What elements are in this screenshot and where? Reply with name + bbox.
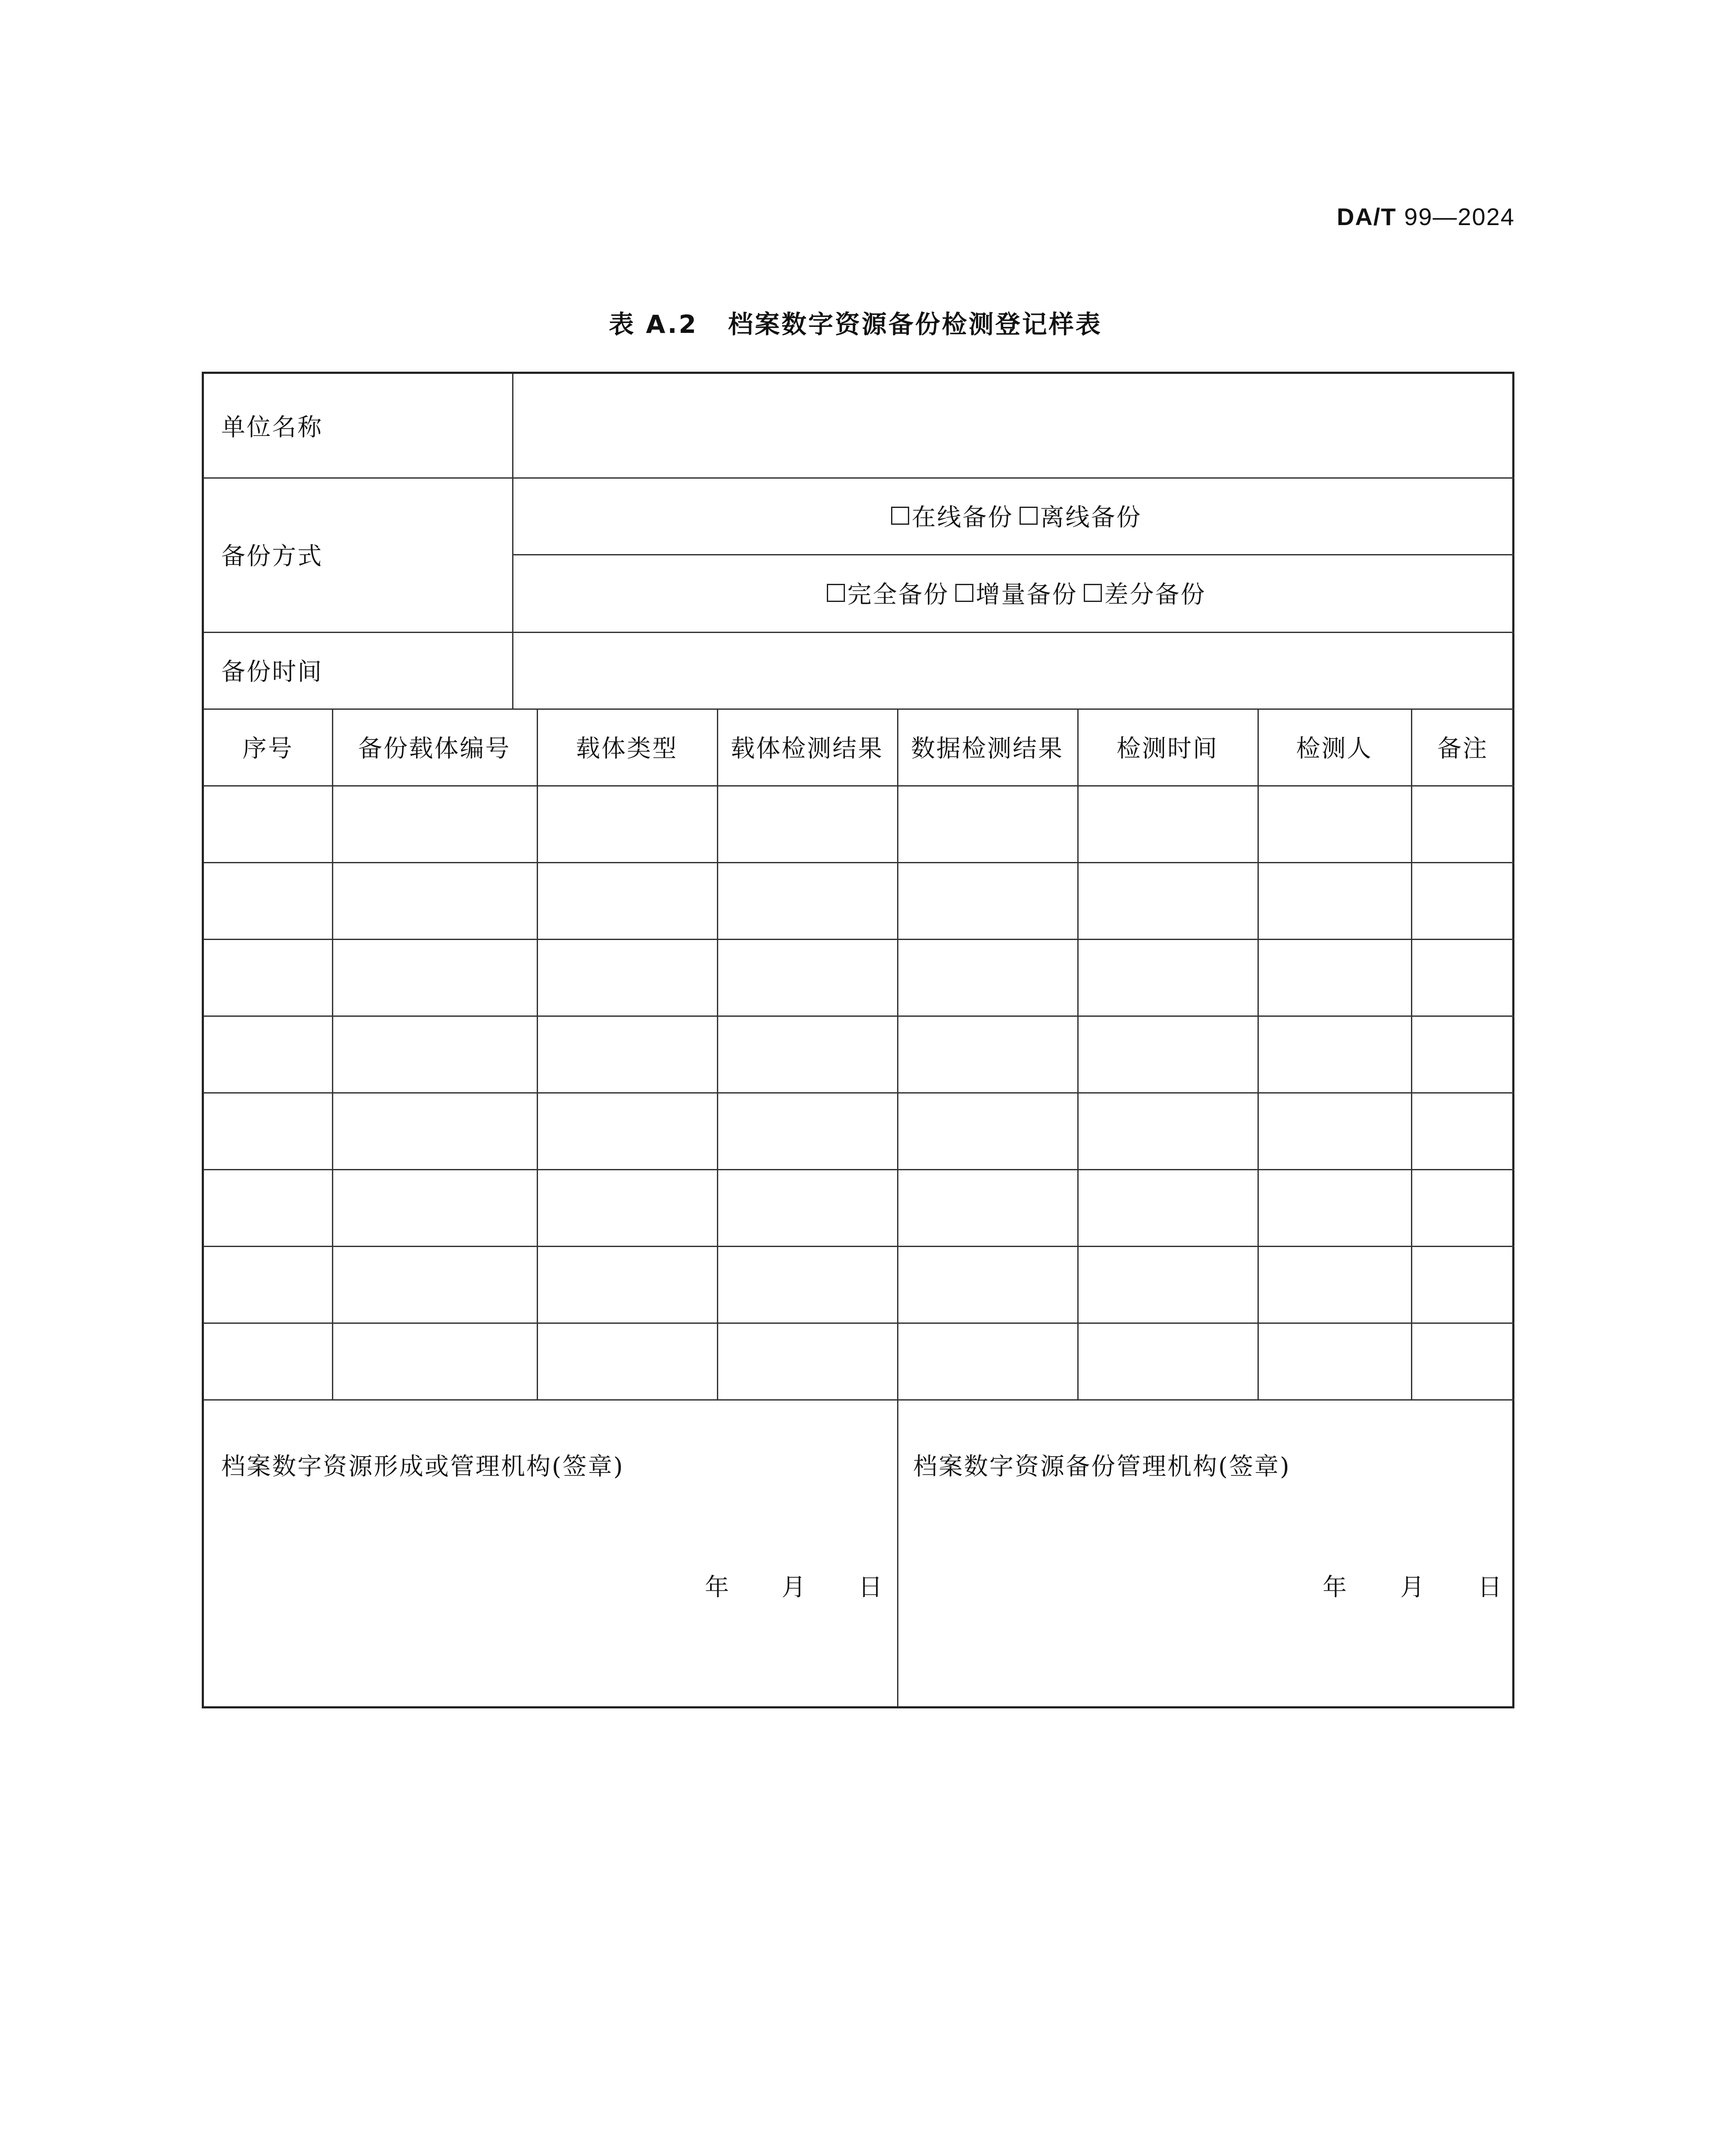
table-cell[interactable]: [717, 1169, 897, 1246]
table-cell[interactable]: [537, 1092, 717, 1169]
table-cell[interactable]: [1077, 939, 1257, 1015]
table-cell[interactable]: [1257, 1092, 1411, 1169]
left-date-day: 日: [858, 1573, 882, 1601]
col-header-carrier-type: 载体类型: [576, 735, 678, 763]
table-cell[interactable]: [897, 862, 1077, 939]
table-cell[interactable]: [1077, 862, 1257, 939]
document-code: [1337, 203, 1515, 231]
table-cell[interactable]: [717, 1015, 897, 1092]
rule: [717, 708, 718, 1399]
table-cell[interactable]: [717, 1246, 897, 1322]
table-cell[interactable]: [332, 862, 537, 939]
table-cell[interactable]: [204, 939, 332, 1015]
differential-backup-label: 差分备份: [1104, 581, 1206, 609]
table-cell[interactable]: [204, 1092, 332, 1169]
backup-method-row-1: [512, 477, 1514, 554]
table-cell[interactable]: [717, 1092, 897, 1169]
table-cell[interactable]: [1411, 1015, 1514, 1092]
table-cell[interactable]: [1257, 1169, 1411, 1246]
table-cell[interactable]: [1257, 1015, 1411, 1092]
table-cell[interactable]: [1411, 862, 1514, 939]
table-cell[interactable]: [1411, 785, 1514, 862]
caption-number: 表 A.2: [609, 310, 698, 339]
rule: [204, 632, 1514, 633]
rule: [204, 1169, 1514, 1170]
offline-backup-label: 离线备份: [1040, 504, 1142, 532]
table-cell[interactable]: [204, 862, 332, 939]
full-backup-label: 完全备份: [847, 581, 949, 609]
table-caption: [0, 304, 1711, 340]
online-backup-label: 在线备份: [911, 504, 1013, 532]
unit-name-label: 单位名称: [221, 414, 323, 442]
table-cell[interactable]: [204, 1015, 332, 1092]
rule: [204, 1015, 1514, 1017]
rule: [204, 785, 1514, 787]
table-cell[interactable]: [1077, 785, 1257, 862]
table-cell[interactable]: [1411, 1246, 1514, 1322]
rule: [204, 1246, 1514, 1247]
rule: [512, 374, 513, 708]
table-cell[interactable]: [537, 862, 717, 939]
table-cell[interactable]: [1077, 1322, 1257, 1399]
table-cell[interactable]: [332, 1092, 537, 1169]
table-cell[interactable]: [1077, 1246, 1257, 1322]
table-cell[interactable]: [537, 1169, 717, 1246]
col-header-data-result: 数据检测结果: [911, 735, 1064, 763]
rule: [204, 862, 1514, 863]
right-date-day: 日: [1478, 1573, 1502, 1601]
table-cell[interactable]: [1257, 939, 1411, 1015]
document-code-suffix: 99—2024: [1396, 203, 1515, 230]
rule: [204, 1399, 1514, 1401]
table-cell[interactable]: [537, 1015, 717, 1092]
rule: [332, 708, 333, 1399]
differential-backup-checkbox[interactable]: [1084, 584, 1102, 602]
table-cell[interactable]: [897, 1246, 1077, 1322]
incremental-backup-checkbox[interactable]: [955, 584, 973, 602]
online-backup-checkbox[interactable]: [891, 507, 909, 525]
right-signature-label: 档案数字资源备份管理机构(签章): [913, 1453, 1291, 1481]
rule: [204, 939, 1514, 940]
col-header-serial: 序号: [242, 735, 294, 763]
rule: [897, 708, 898, 1707]
col-header-check-time: 检测时间: [1117, 735, 1218, 763]
left-date-year: 年: [705, 1573, 729, 1601]
backup-method-label: 备份方式: [221, 542, 323, 570]
table-cell[interactable]: [537, 939, 717, 1015]
table-cell[interactable]: [204, 1169, 332, 1246]
rule: [204, 1322, 1514, 1324]
unit-name-field[interactable]: [512, 374, 1514, 477]
table-cell[interactable]: [1077, 1169, 1257, 1246]
caption-title: 档案数字资源备份检测登记样表: [728, 310, 1102, 339]
table-cell[interactable]: [332, 1322, 537, 1399]
table-cell[interactable]: [537, 1246, 717, 1322]
table-cell[interactable]: [897, 939, 1077, 1015]
table-cell[interactable]: [717, 785, 897, 862]
rule: [204, 477, 1514, 479]
table-cell[interactable]: [1077, 1015, 1257, 1092]
right-date-year: 年: [1323, 1573, 1347, 1601]
full-backup-checkbox[interactable]: [827, 584, 845, 602]
table-cell[interactable]: [537, 1322, 717, 1399]
table-cell[interactable]: [1411, 939, 1514, 1015]
table-cell[interactable]: [1257, 1322, 1411, 1399]
table-cell[interactable]: [332, 1246, 537, 1322]
col-header-inspector: 检测人: [1296, 735, 1373, 763]
table-cell[interactable]: [537, 785, 717, 862]
rule: [1411, 708, 1412, 1399]
backup-time-field[interactable]: [512, 632, 1514, 708]
table-cell[interactable]: [1257, 785, 1411, 862]
table-cell[interactable]: [1257, 1246, 1411, 1322]
rule: [204, 1092, 1514, 1094]
table-cell[interactable]: [717, 939, 897, 1015]
rule: [537, 708, 538, 1399]
table-cell[interactable]: [897, 1169, 1077, 1246]
table-cell[interactable]: [717, 1322, 897, 1399]
table-cell[interactable]: [897, 1015, 1077, 1092]
table-cell[interactable]: [1411, 1322, 1514, 1399]
table-cell[interactable]: [204, 1322, 332, 1399]
table-cell[interactable]: [717, 862, 897, 939]
table-cell[interactable]: [897, 1322, 1077, 1399]
backup-time-label: 备份时间: [221, 658, 323, 686]
table-cell[interactable]: [204, 1246, 332, 1322]
table-cell[interactable]: [204, 785, 332, 862]
table-cell[interactable]: [332, 785, 537, 862]
table-cell[interactable]: [332, 939, 537, 1015]
right-date-month: 月: [1400, 1573, 1424, 1601]
left-signature-label: 档案数字资源形成或管理机构(签章): [221, 1453, 624, 1481]
incremental-backup-label: 增量备份: [976, 581, 1078, 609]
left-date-month: 月: [782, 1573, 806, 1601]
table-cell[interactable]: [332, 1015, 537, 1092]
offline-backup-checkbox[interactable]: [1020, 507, 1038, 525]
table-cell[interactable]: [1411, 1092, 1514, 1169]
table-cell[interactable]: [1077, 1092, 1257, 1169]
rule: [204, 708, 1514, 710]
rule: [512, 554, 1514, 555]
rule: [1077, 708, 1079, 1399]
table-cell[interactable]: [897, 785, 1077, 862]
col-header-remarks: 备注: [1437, 735, 1488, 763]
backup-registration-form: [202, 372, 1514, 1708]
col-header-carrier-number: 备份载体编号: [358, 735, 511, 763]
col-header-carrier-result: 载体检测结果: [731, 735, 883, 763]
table-cell[interactable]: [897, 1092, 1077, 1169]
table-cell[interactable]: [1257, 862, 1411, 939]
backup-method-row-2: [512, 554, 1514, 632]
table-cell[interactable]: [1411, 1169, 1514, 1246]
document-code-prefix: DA/T: [1336, 203, 1397, 230]
table-cell[interactable]: [332, 1169, 537, 1246]
rule: [1257, 708, 1259, 1399]
